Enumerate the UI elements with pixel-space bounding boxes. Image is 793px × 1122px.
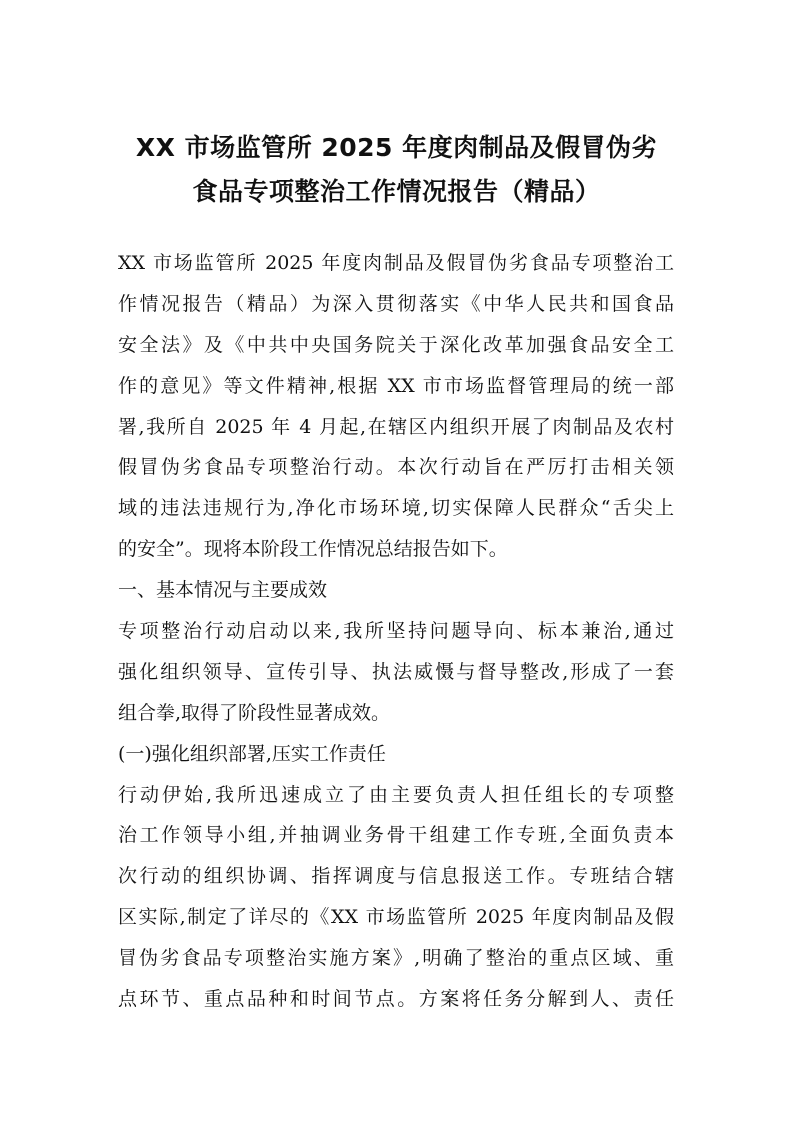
- body-line: 组合拳,取得了阶段性显著成效。: [118, 701, 391, 724]
- document-title-line-2: 食品专项整治工作情况报告（精品）: [192, 177, 601, 206]
- body-line: XX 市场监管所 2025 年度肉制品及假冒伪劣食品专项整治工: [118, 252, 674, 274]
- body-line: 假冒伪劣食品专项整治行动。本次行动旨在严厉打击相关领: [118, 456, 674, 479]
- document-title-line-1: XX 市场监管所 2025 年度肉制品及假冒伪劣: [135, 133, 658, 162]
- body-line: 强化组织领导、宣传引导、执法威慑与督导整改,形成了一套: [118, 660, 674, 683]
- body-line: 点环节、重点品种和时间节点。方案将任务分解到人、责任: [118, 988, 674, 1011]
- body-line: 安全法》及《中共中央国务院关于深化改革加强食品安全工: [118, 333, 674, 356]
- body-line: 署,我所自 2025 年 4 月起,在辖区内组织开展了肉制品及农村: [118, 415, 674, 438]
- body-line: 治工作领导小组,并抽调业务骨干组建工作专班,全面负责本: [118, 824, 674, 847]
- section-heading: 一、基本情况与主要成效: [118, 579, 328, 602]
- body-line: 的安全”。现将本阶段工作情况总结报告如下。: [118, 538, 508, 561]
- document-body: [118, 243, 674, 1020]
- body-line: 行动伊始,我所迅速成立了由主要负责人担任组长的专项整: [118, 783, 674, 806]
- body-line: 作的意见》等文件精神,根据 XX 市市场监督管理局的统一部: [118, 374, 674, 397]
- body-line: 专项整治行动启动以来,我所坚持问题导向、标本兼治,通过: [118, 620, 674, 643]
- body-line: 作情况报告（精品）为深入贯彻落实《中华人民共和国食品: [118, 292, 674, 315]
- body-line: 次行动的组织协调、指挥调度与信息报送工作。专班结合辖: [118, 865, 674, 888]
- body-line: 域的违法违规行为,净化市场环境,切实保障人民群众“舌尖上: [118, 497, 674, 520]
- subsection-heading: (一)强化组织部署,压实工作责任: [118, 742, 386, 765]
- body-line: 冒伪劣食品专项整治实施方案》,明确了整治的重点区域、重: [118, 947, 674, 970]
- body-line: 区实际,制定了详尽的《XX 市场监管所 2025 年度肉制品及假: [118, 906, 674, 929]
